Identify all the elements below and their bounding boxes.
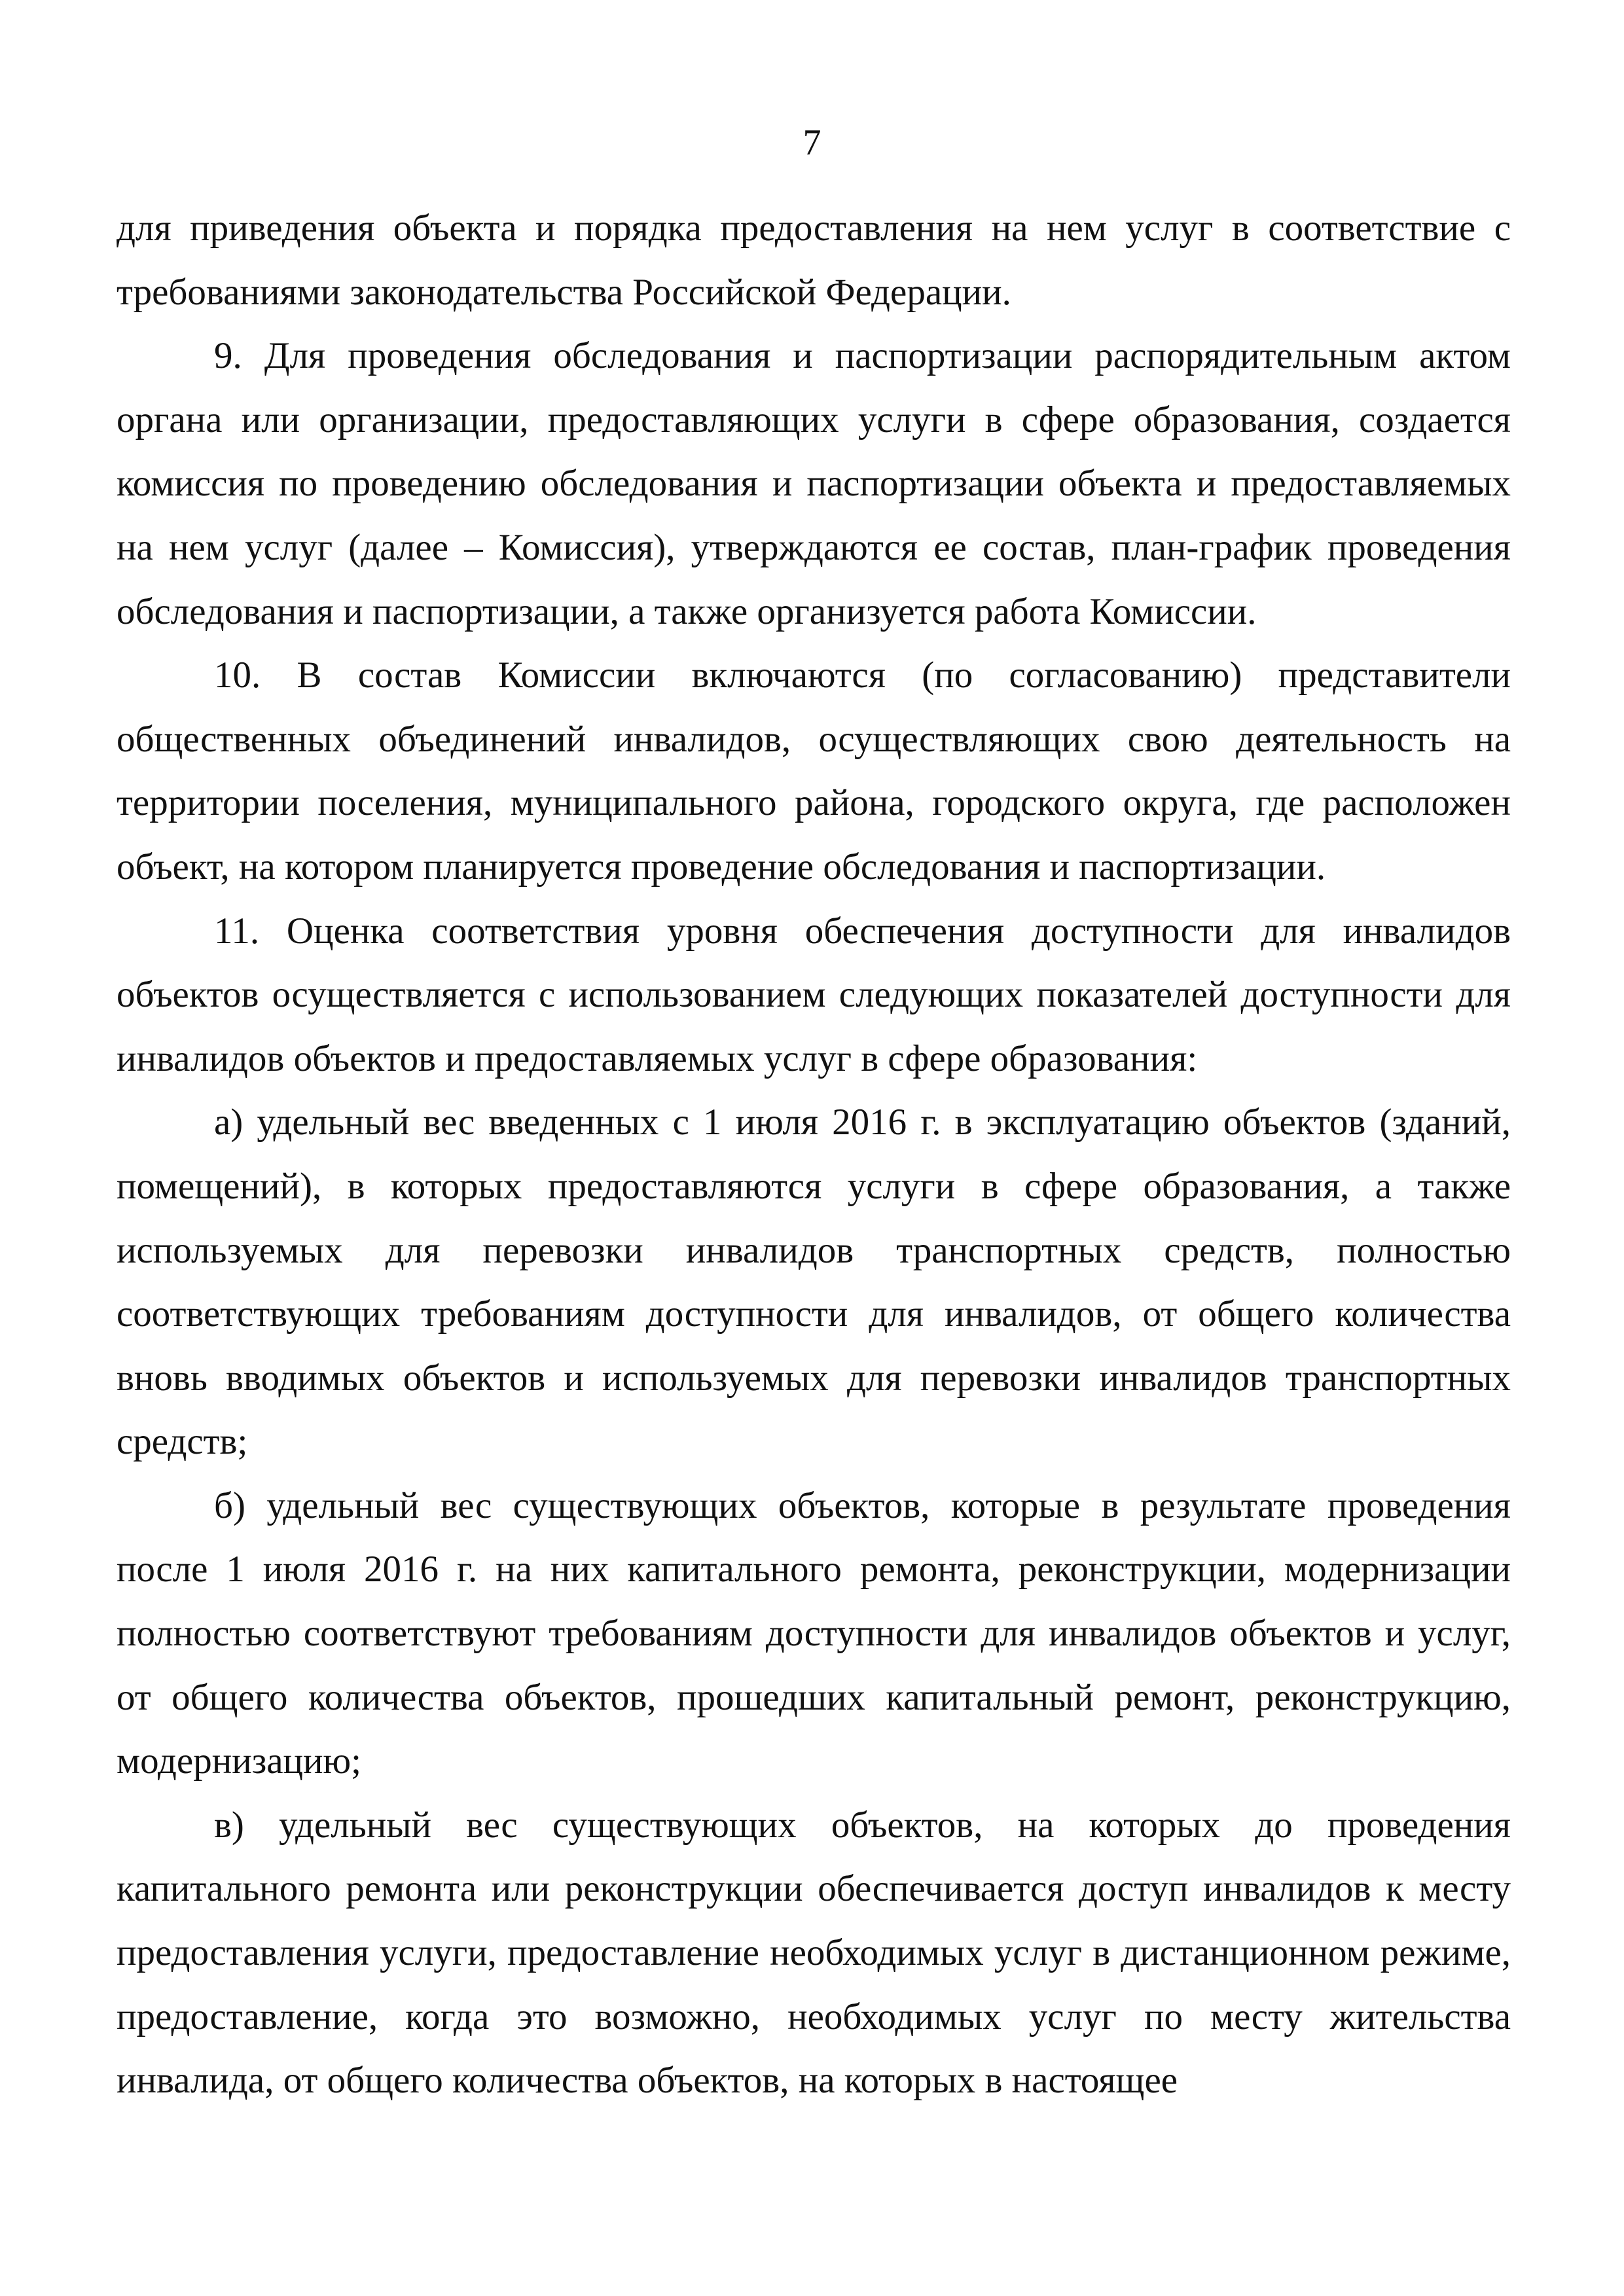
paragraph-item-11: 11. Оценка соответствия уровня обеспечения доступности для инвалидов объектов осуществляется с использованием следующих показателей доступности для инвалидов объектов и предоставляемых услуг в сфере образования: [117, 910, 1511, 1079]
paragraph-subitem-b: б) удельный вес существующих объектов, которые в результате проведения после 1 июля 2016 г. на них капитального ремонта, реконструкции, модернизации полностью соответствуют требованиям доступности для инвалидов объектов и услуг, от общего количества объектов, прошедших капитальный ремонт, реконструкцию, модернизацию; [117, 1484, 1511, 1782]
page-number: 7 [803, 122, 821, 163]
paragraph-continuation: для приведения объекта и порядка предоставления на нем услуг в соответствие с требованиями законодательства Российской Федерации. [117, 207, 1511, 313]
paragraph-subitem-v: в) удельный вес существующих объектов, на которых до проведения капитального ремонта или реконструкции обеспечивается доступ инвалидов к месту предоставления услуги, предоставление необходимых услуг в дистанционном режиме, предоставление, когда это возможно, необходимых услуг по месту жительства инвалида, от общего количества объектов, на которых в настоящее [117, 1804, 1511, 2102]
paragraph-subitem-a: а) удельный вес введенных с 1 июля 2016 г. в эксплуатацию объектов (зданий, помещений), в которых предоставляются услуги в сфере образования, а также используемых для перевозки инвалидов транспортных средств, полностью соответствующих требованиям доступности для инвалидов, от общего количества вновь вводимых объектов и используемых для перевозки инвалидов транспортных средств; [117, 1102, 1511, 1463]
document-body [117, 196, 1511, 2113]
paragraph-item-10: 10. В состав Комиссии включаются (по согласованию) представители общественных объединений инвалидов, осуществляющих свою деятельность на территории поселения, муниципального района, городского округа, где расположен объект, на котором планируется проведение обследования и паспортизации. [117, 655, 1511, 888]
paragraph-item-9: 9. Для проведения обследования и паспортизации распорядительным актом органа или организации, предоставляющих услуги в сфере образования, создается комиссия по проведению обследования и паспортизации объекта и предоставляемых на нем услуг (далее – Комиссия), утверждаются ее состав, план-график проведения обследования и паспортизации, а также организуется работа Комиссии. [117, 335, 1511, 632]
